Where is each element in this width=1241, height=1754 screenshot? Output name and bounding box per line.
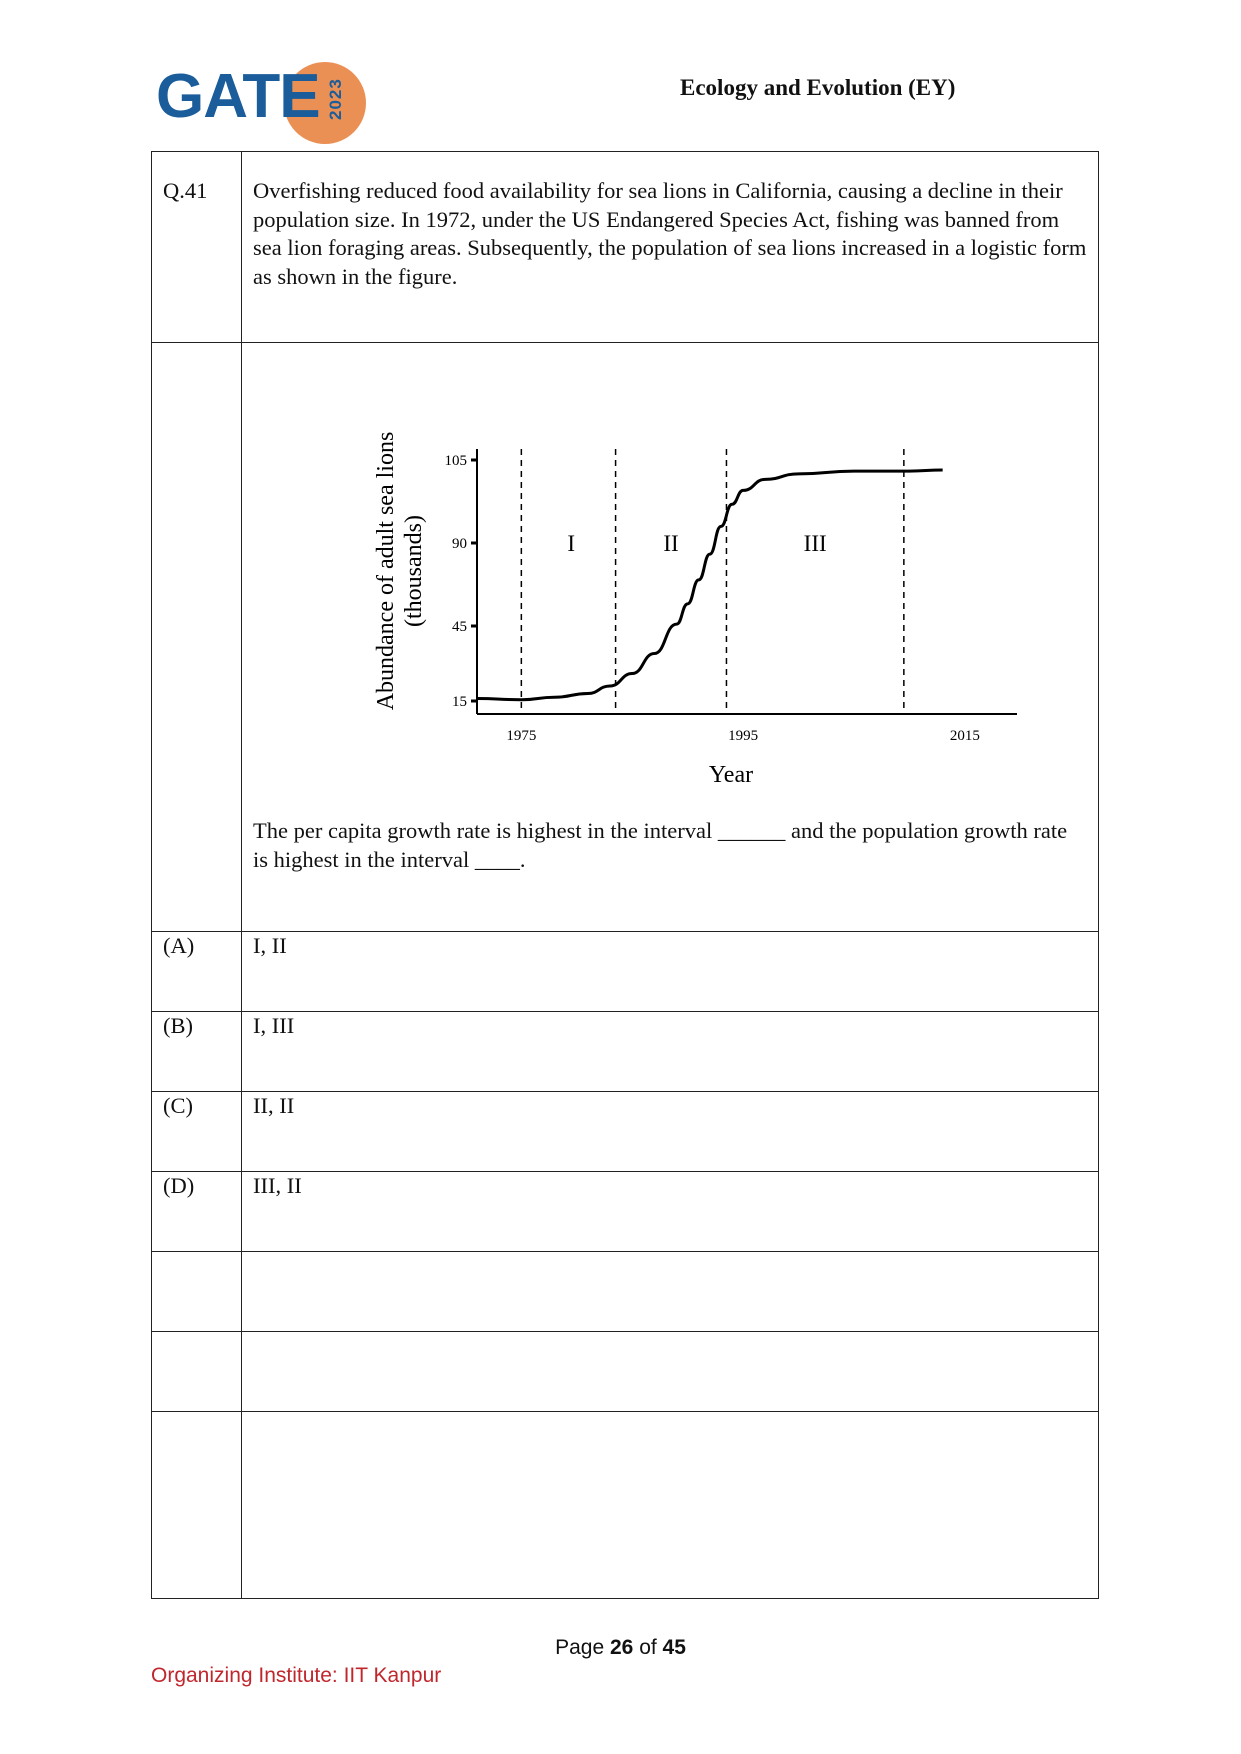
organizing-institute: Organizing Institute: IIT Kanpur <box>151 1664 442 1687</box>
growth-curve <box>477 470 943 700</box>
logo-text: GATE <box>156 62 320 131</box>
y-axis-label: Abundance of adult sea lions <box>373 431 399 711</box>
option-b-text: I, III <box>242 1012 1099 1092</box>
subject-title: Ecology and Evolution (EY) <box>680 75 956 100</box>
question-number: Q.41 <box>152 152 242 343</box>
option-d-text: III, II <box>242 1172 1099 1252</box>
y-tick-label: 15 <box>452 694 467 710</box>
option-c-text: II, II <box>242 1092 1099 1172</box>
y-tick-label: 105 <box>444 453 467 469</box>
logo-year: 2023 <box>326 78 345 120</box>
empty-cell <box>242 1412 1099 1599</box>
empty-cell <box>152 1412 242 1599</box>
x-tick-label: 1995 <box>728 728 759 744</box>
option-b-label: (B) <box>152 1012 242 1092</box>
page-number: Page 26 of 45 <box>555 1636 686 1659</box>
interval-label: I <box>567 531 576 556</box>
option-c-label: (C) <box>152 1092 242 1172</box>
question-prompt: The per capita growth rate is highest in the interval ______ and the population growth rate is highest in the interval ____. <box>253 818 1068 872</box>
empty-cell <box>152 1332 242 1412</box>
option-d-label: (D) <box>152 1172 242 1252</box>
chart <box>253 383 1090 813</box>
option-a-label: (A) <box>152 932 242 1012</box>
x-axis-label: Year <box>708 762 754 788</box>
question-stem: Overfishing reduced food availability for sea lions in California, causing a decline in their population size. In 1972, under the US Endangered Species Act, fishing was banned from sea lion foraging areas. Subsequently, the population of sea lions increased in a logistic form as shown in the figure. <box>242 152 1099 343</box>
gate-logo <box>156 60 376 142</box>
empty-cell <box>152 1252 242 1332</box>
question-table <box>151 151 1099 1599</box>
y-axis-label-units: (thousands) <box>401 515 427 627</box>
empty-cell <box>242 1332 1099 1412</box>
empty-cell <box>242 1252 1099 1332</box>
option-a-text: I, II <box>242 932 1099 1012</box>
y-tick-label: 45 <box>452 619 467 635</box>
interval-label: II <box>663 531 679 556</box>
logistic-growth-figure <box>253 383 1090 813</box>
y-tick-label: 90 <box>452 536 467 552</box>
interval-label: III <box>803 531 827 556</box>
x-tick-label: 1975 <box>506 728 537 744</box>
x-tick-label: 2015 <box>949 728 980 744</box>
